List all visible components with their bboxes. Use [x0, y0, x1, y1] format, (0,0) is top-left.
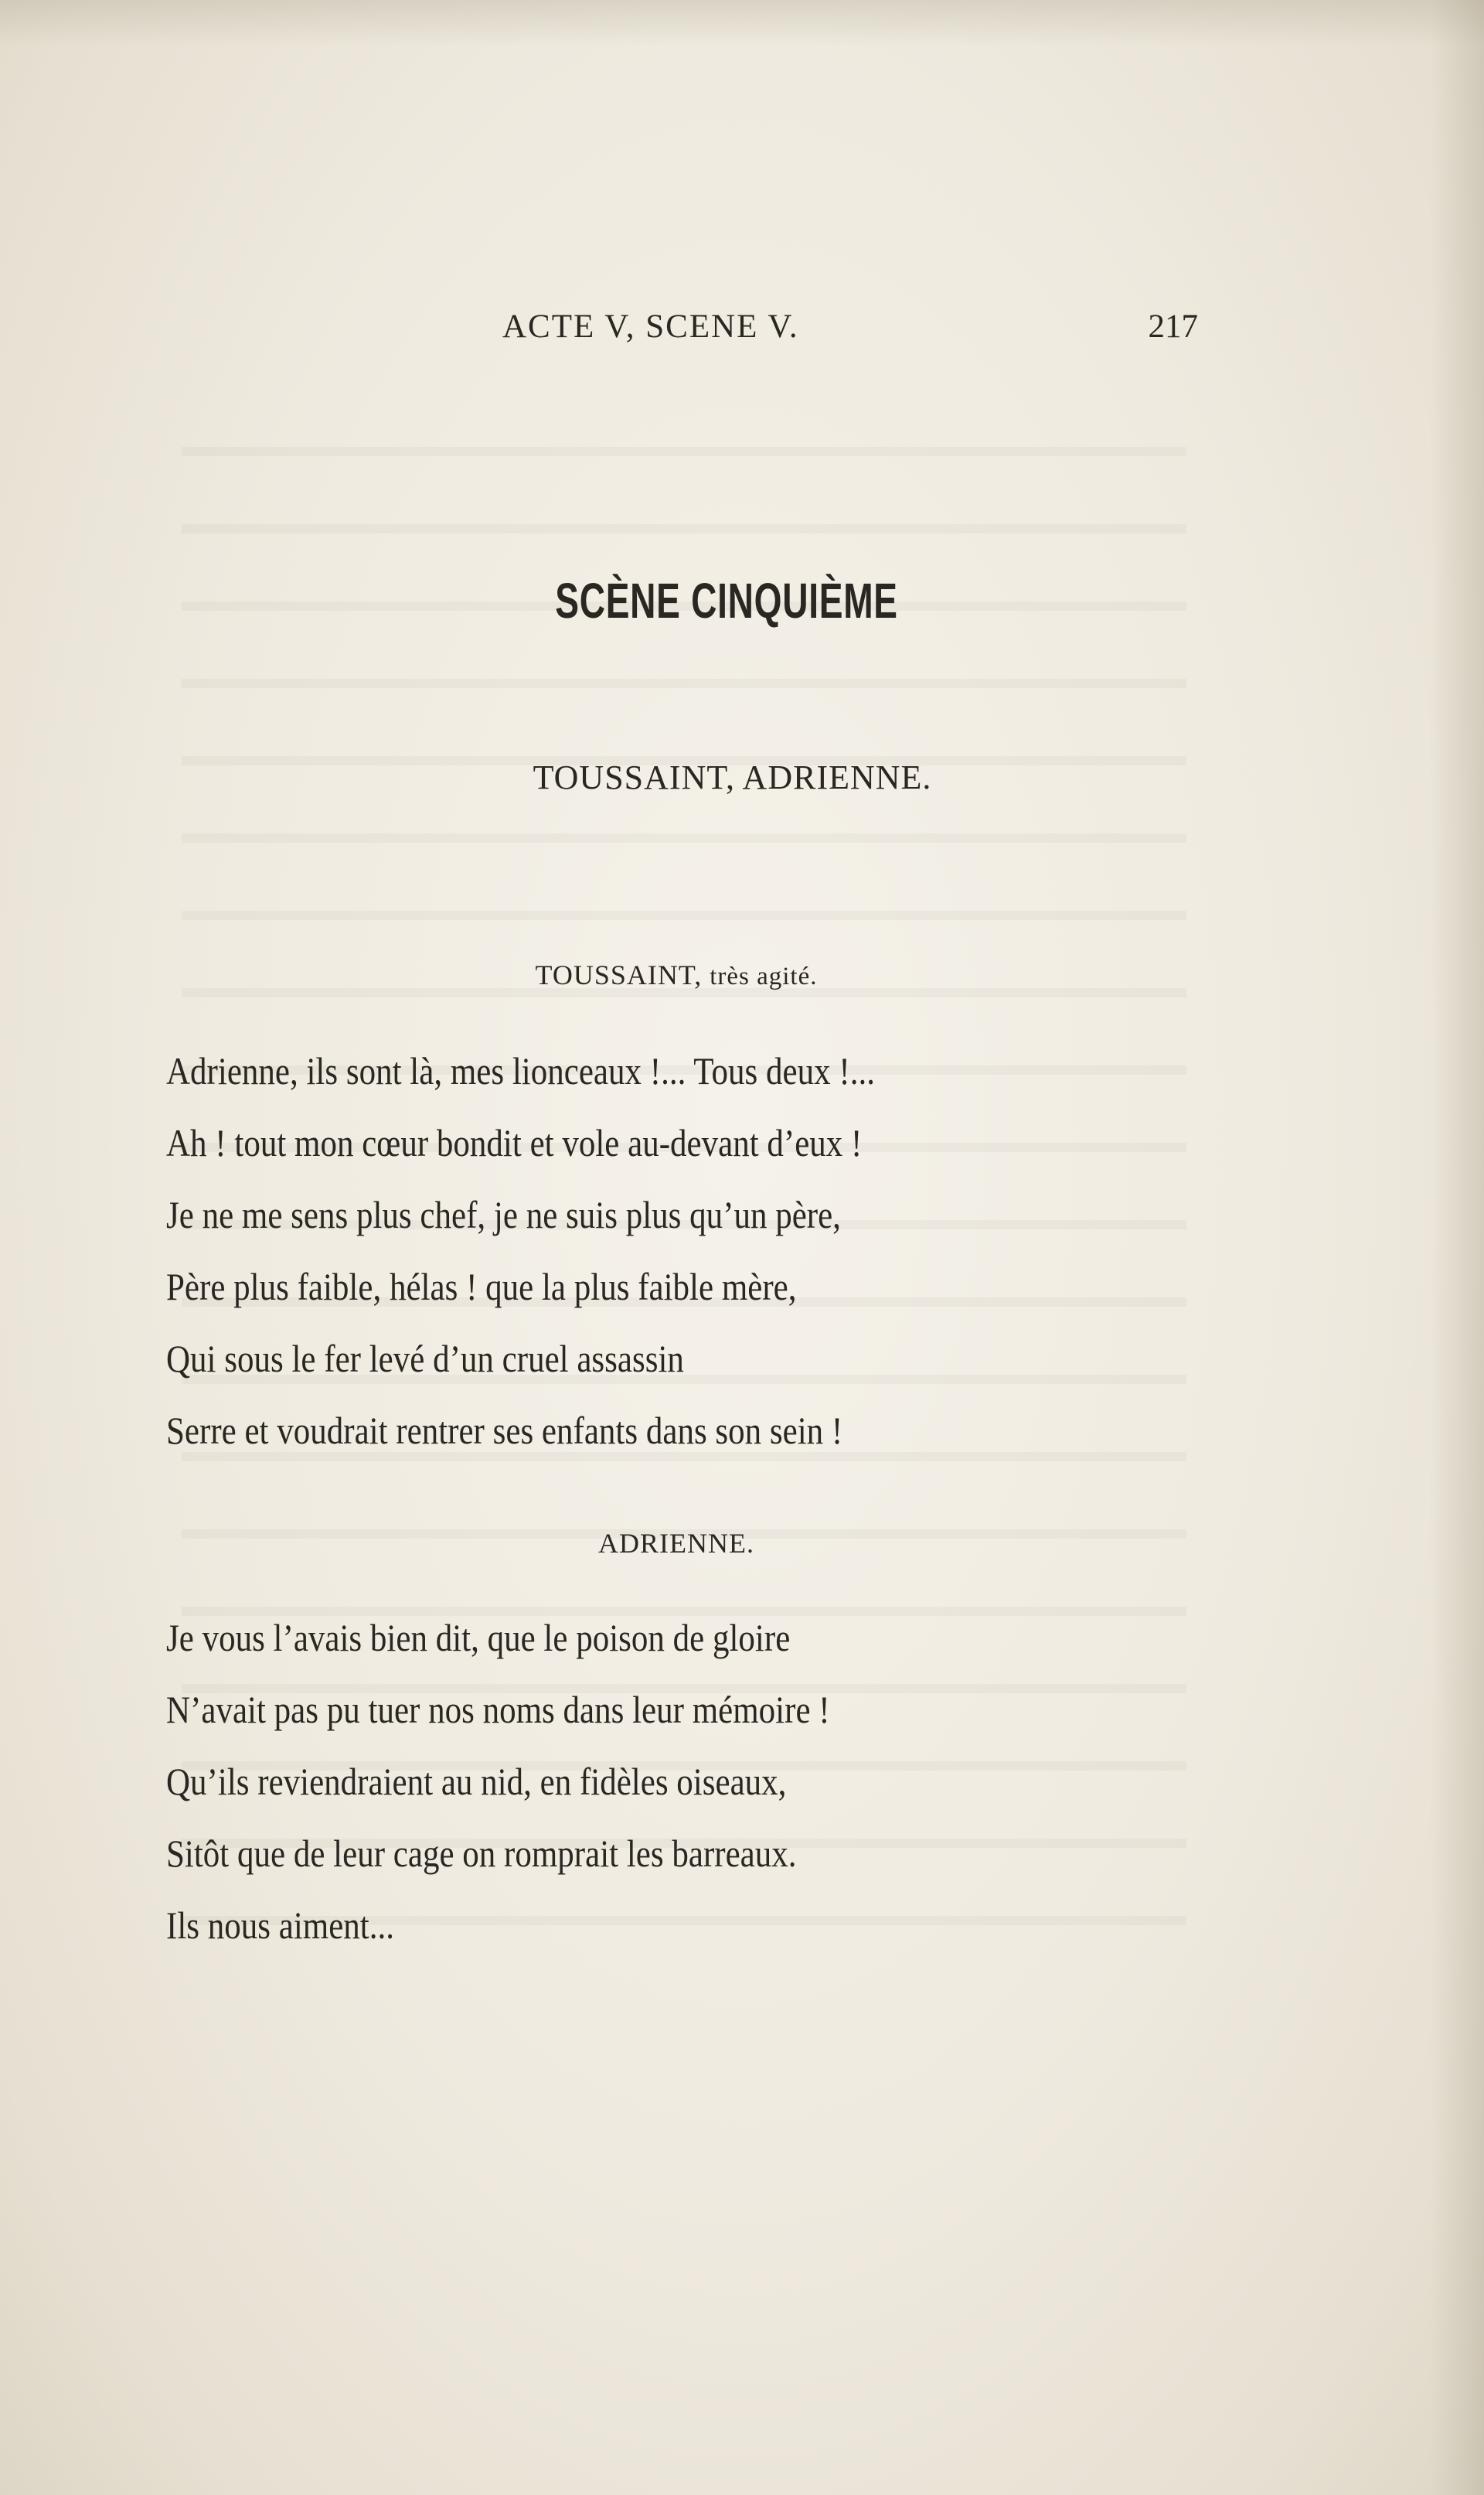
verse-line: Père plus faible, hélas ! que la plus faible mère,: [166, 1265, 797, 1308]
running-head: [417, 308, 1198, 354]
stage-direction: très agité.: [710, 963, 818, 990]
verse-line: N’avait pas pu tuer nos noms dans leur mémoire !: [166, 1688, 830, 1731]
verse-line: Ils nous aiment...: [166, 1904, 395, 1947]
paper-edge-shadow-right: [1430, 0, 1484, 2495]
speech-toussaint: [166, 1048, 1202, 1479]
verse-line: Serre et voudrait rentrer ses enfants dans son sein !: [166, 1409, 843, 1452]
paper-edge-shadow-top: [0, 0, 1484, 46]
speaker-heading: [0, 959, 1353, 991]
scene-characters: TOUSSAINT, ADRIENNE.: [533, 758, 932, 796]
verse-line: Je ne me sens plus chef, je ne suis plus qu’un père,: [166, 1193, 841, 1236]
verse-line: Ah ! tout mon cœur bondit et vole au-devant d’eux !: [166, 1121, 863, 1164]
speaker-name: ADRIENNE.: [598, 1528, 754, 1559]
verse-line: Qui sous le fer levé d’un cruel assassin: [166, 1337, 684, 1380]
verse-line: Je vous l’avais bien dit, que le poison de gloire: [166, 1616, 791, 1659]
running-title: ACTE V, SCENE V.: [502, 308, 799, 345]
verse-line: Sitôt que de leur cage on romprait les barreaux.: [166, 1832, 797, 1875]
speaker-name: TOUSSAINT,: [535, 959, 703, 990]
verse-line: Adrienne, ils sont là, mes lionceaux !... Tous deux !...: [166, 1049, 875, 1092]
scene-title: SCÈNE CINQUIÈME: [555, 573, 898, 629]
speech-adrienne: [166, 1614, 1202, 1974]
verse-line: Qu’ils reviendraient au nid, en fidèles oiseaux,: [166, 1760, 787, 1803]
page-number: 217: [1148, 308, 1198, 345]
speaker-heading: [0, 1527, 1353, 1559]
